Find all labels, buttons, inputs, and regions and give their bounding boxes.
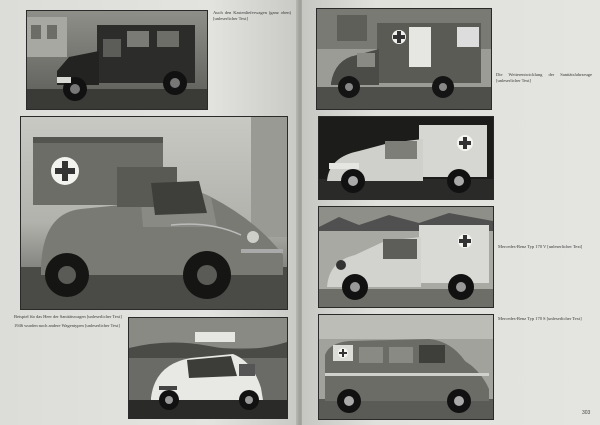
left-page [0,0,298,425]
right-text-top-paragraph: Die Weiterentwicklung der Sanitätsfahrzeuge [unleserlicher Text] [496,72,592,83]
page-number: 303 [582,410,591,416]
mercedes-ambulance-photo-1 [318,116,494,200]
right-text-bottom-paragraph: Mercedes-Benz Typ 170 S [unleserlicher Text] [498,316,582,321]
truck-ambulance-photo [26,10,208,110]
mercedes-ambulance-photo-2 [318,206,494,308]
right-text-bottom [498,316,592,406]
left-text-bottom-paragraph-1: Beispiel für das Heer der Sanitätswagen [unleserlicher Text] [14,314,122,319]
left-text-top [213,10,291,108]
right-text-middle [498,244,592,310]
left-text-bottom [14,314,122,419]
van-ambulance-photo [316,8,492,110]
right-text-middle-paragraph: Mercedes-Benz Typ 170 V [unleserlicher Text] [498,244,583,249]
mercedes-ambulance-photo-3 [318,314,494,420]
right-page [302,0,600,425]
vw-beetle-ambulance-photo [20,116,288,310]
left-text-top-paragraph: Auch den Kastenlieferwagen (ganz oben) [unleserlicher Text] [213,10,291,21]
right-text-top [496,72,592,152]
left-text-bottom-paragraph-2: 1946 wurden noch andere Wagentypen [unleserlicher Text] [14,322,120,328]
vw-beetle-sedan-photo [128,317,288,419]
